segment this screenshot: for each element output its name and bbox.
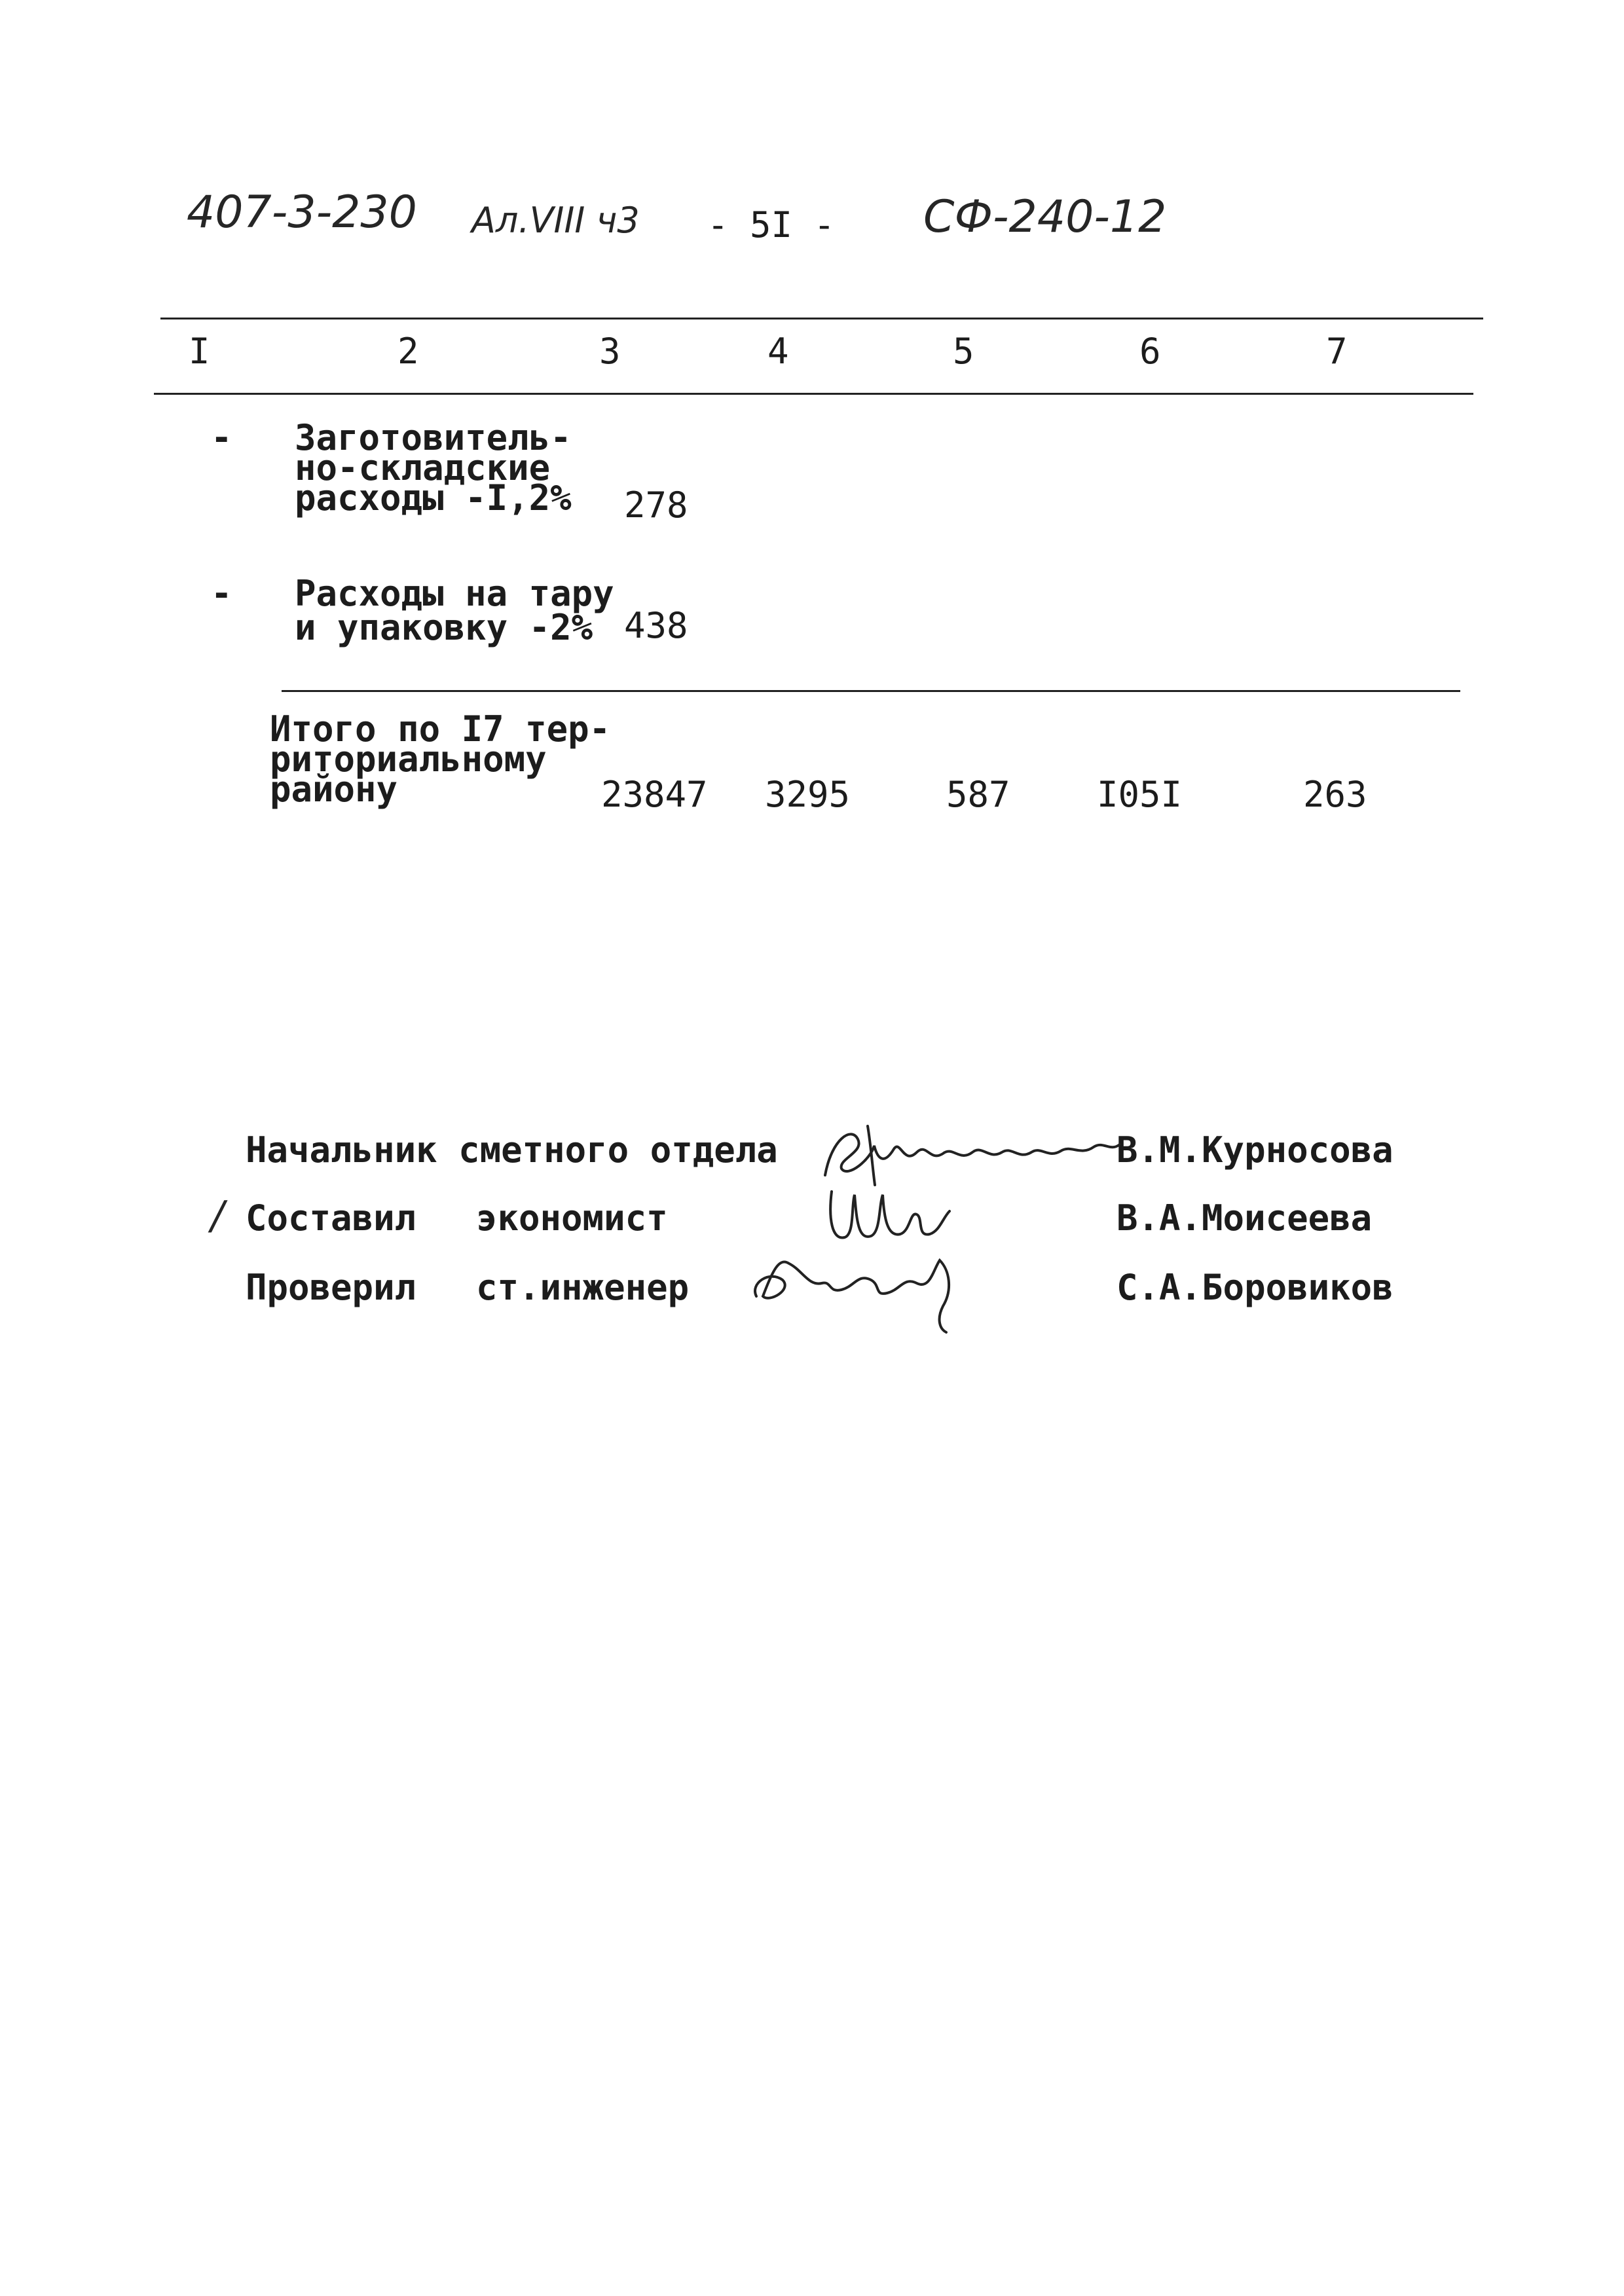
- signature-role: Начальник сметного отдела: [246, 1129, 778, 1171]
- row-value-col3: 438: [624, 605, 688, 646]
- row-label: [295, 419, 572, 517]
- total-label-line: риториальному: [270, 738, 547, 780]
- total-col6: I05I: [1097, 774, 1183, 815]
- document-code: 407-3-230: [187, 187, 417, 238]
- signature-borovikov: [743, 1231, 979, 1336]
- total-label: [270, 710, 610, 809]
- row-label-line: Расходы на тару: [295, 573, 614, 614]
- row-label-line: и упаковку -2%: [295, 607, 593, 648]
- table-top-rule: [160, 318, 1483, 319]
- total-label-line: району: [270, 769, 398, 810]
- column-number: 6: [1139, 331, 1161, 372]
- total-col3: 23847: [601, 774, 708, 815]
- sheet-reference: Ал.VIII ч3: [471, 200, 640, 241]
- page-number: - 5I -: [707, 204, 836, 246]
- total-col4: 3295: [765, 774, 851, 815]
- total-label-line: Итого по I7 тер-: [270, 708, 611, 750]
- column-number: 4: [767, 331, 789, 372]
- signature-position: ст.инженер: [476, 1267, 690, 1308]
- signature-name: В.А.Моисеева: [1116, 1197, 1373, 1239]
- column-number: 7: [1326, 331, 1348, 372]
- margin-mark: /: [211, 1193, 225, 1239]
- row-label-line: расходы -I,2%: [295, 477, 572, 519]
- column-number: I: [189, 331, 210, 372]
- series-code: СФ-240-12: [923, 191, 1167, 243]
- total-col7: 263: [1303, 774, 1367, 815]
- total-separator-rule: [282, 690, 1460, 692]
- table-header-bottom-rule: [154, 393, 1473, 395]
- signature-name: В.М.Курносова: [1116, 1129, 1393, 1171]
- column-number: 5: [953, 331, 974, 372]
- row-label-line: Заготовитель-: [295, 417, 572, 458]
- row-value-col3: 278: [624, 484, 688, 526]
- signature-role: Проверил: [246, 1267, 416, 1308]
- column-number: 2: [397, 331, 419, 372]
- signature-role: Составил: [246, 1197, 416, 1239]
- total-col5: 587: [946, 774, 1010, 815]
- column-number: 3: [599, 331, 621, 372]
- signature-name: С.А.Боровиков: [1116, 1267, 1393, 1308]
- row-label: [295, 575, 614, 647]
- signature-position: экономист: [476, 1197, 668, 1239]
- row-marker: -: [211, 573, 232, 614]
- row-label-line: но-складские: [295, 447, 551, 488]
- row-marker: -: [211, 417, 232, 458]
